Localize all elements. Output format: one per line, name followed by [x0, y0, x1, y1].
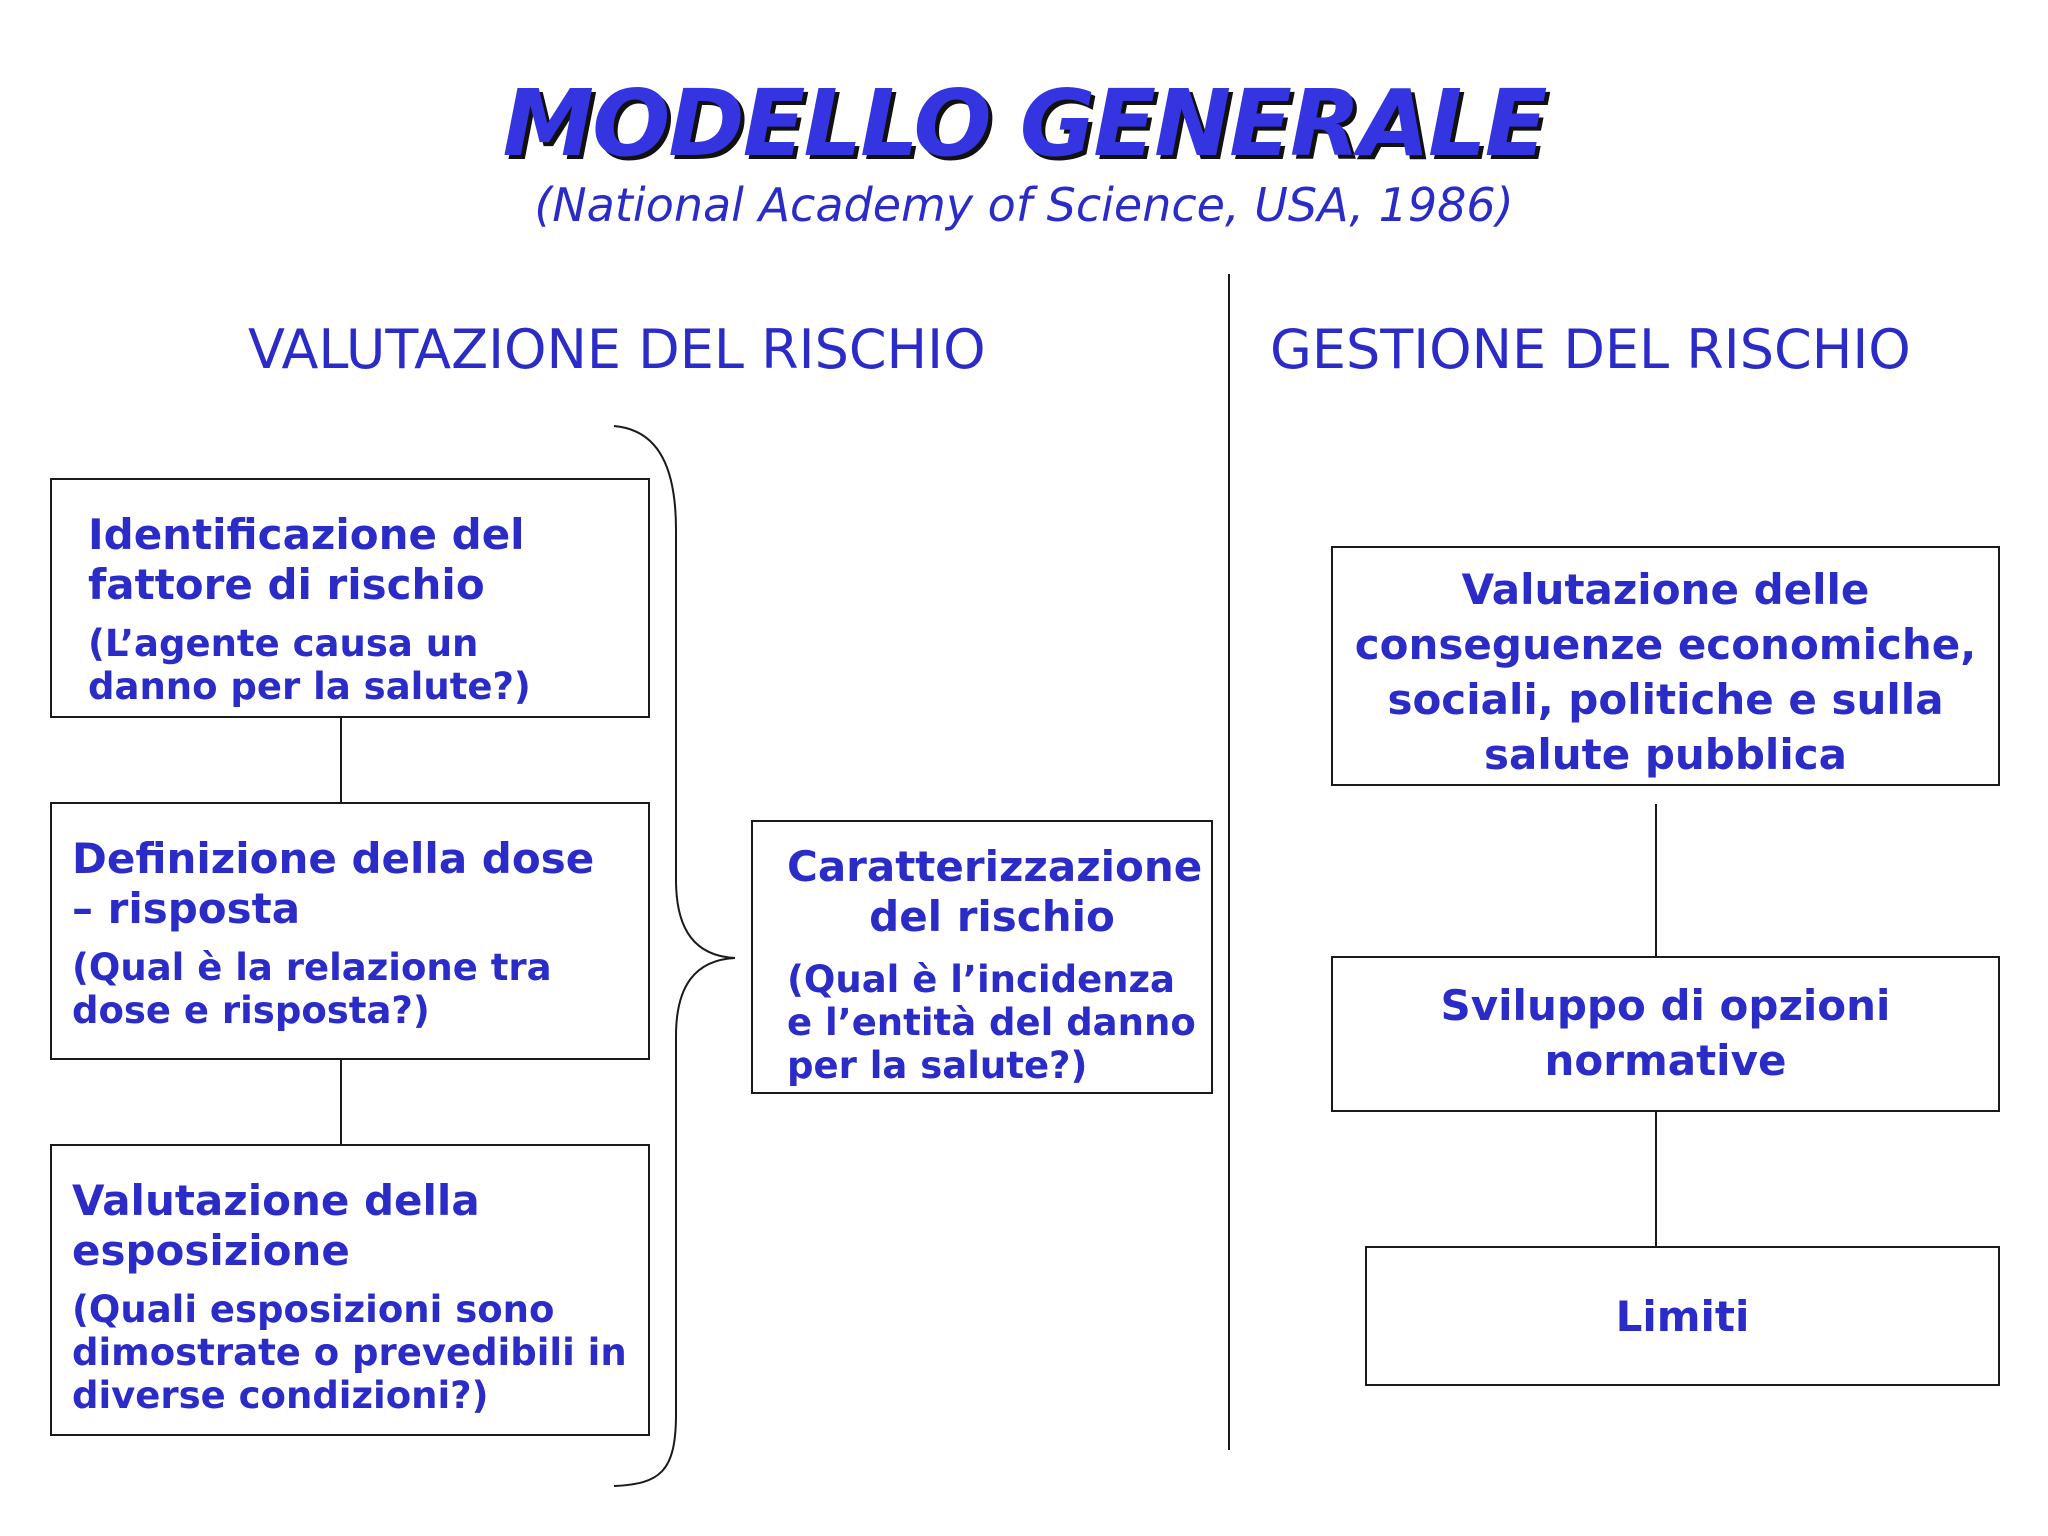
step-question-esposizione: (Quali esposizioni sono dimostrate o prevedibili in diverse condizioni?): [72, 1288, 627, 1417]
page-title: MODELLO GENERALE: [502, 70, 1546, 177]
step-question-caratterizzazione: (Qual è l’incidenza e l’entità del danno per la salute?): [787, 958, 1196, 1087]
step-title-opzioni-normative: Sviluppo di opzioni normative: [1440, 981, 1891, 1085]
step-box-limiti: [1365, 1246, 2000, 1386]
page-subtitle: (National Academy of Science, USA, 1986): [534, 178, 1514, 232]
step-box-opzioni-normative: [1331, 956, 2000, 1112]
step-box-dose-risposta: [50, 802, 650, 1060]
step-box-esposizione: [50, 1144, 650, 1436]
step-title-caratterizzazione: Caratterizzazione del rischio: [787, 842, 1203, 941]
step-title-conseguenze: Valutazione delle conseguenze economiche, sociali, politiche e sulla salute pubblica: [1354, 565, 1977, 779]
step-title-identificazione: Identificazione del fattore di rischio: [88, 510, 525, 609]
step-box-conseguenze: [1331, 546, 2000, 786]
step-title-esposizione: Valutazione della esposizione: [72, 1176, 480, 1275]
step-title-limiti: Limiti: [1615, 1292, 1750, 1341]
step-question-dose-risposta: (Qual è la relazione tra dose e risposta?): [72, 946, 552, 1032]
step-question-identificazione: (L’agente causa un danno per la salute?): [88, 622, 531, 708]
section-title-risk-assessment: VALUTAZIONE DEL RISCHIO: [248, 318, 986, 381]
step-box-caratterizzazione: [751, 820, 1213, 1094]
section-title-risk-management: GESTIONE DEL RISCHIO: [1270, 318, 1911, 381]
step-box-identificazione: [50, 478, 650, 718]
step-title-dose-risposta: Definizione della dose – risposta: [72, 834, 595, 933]
